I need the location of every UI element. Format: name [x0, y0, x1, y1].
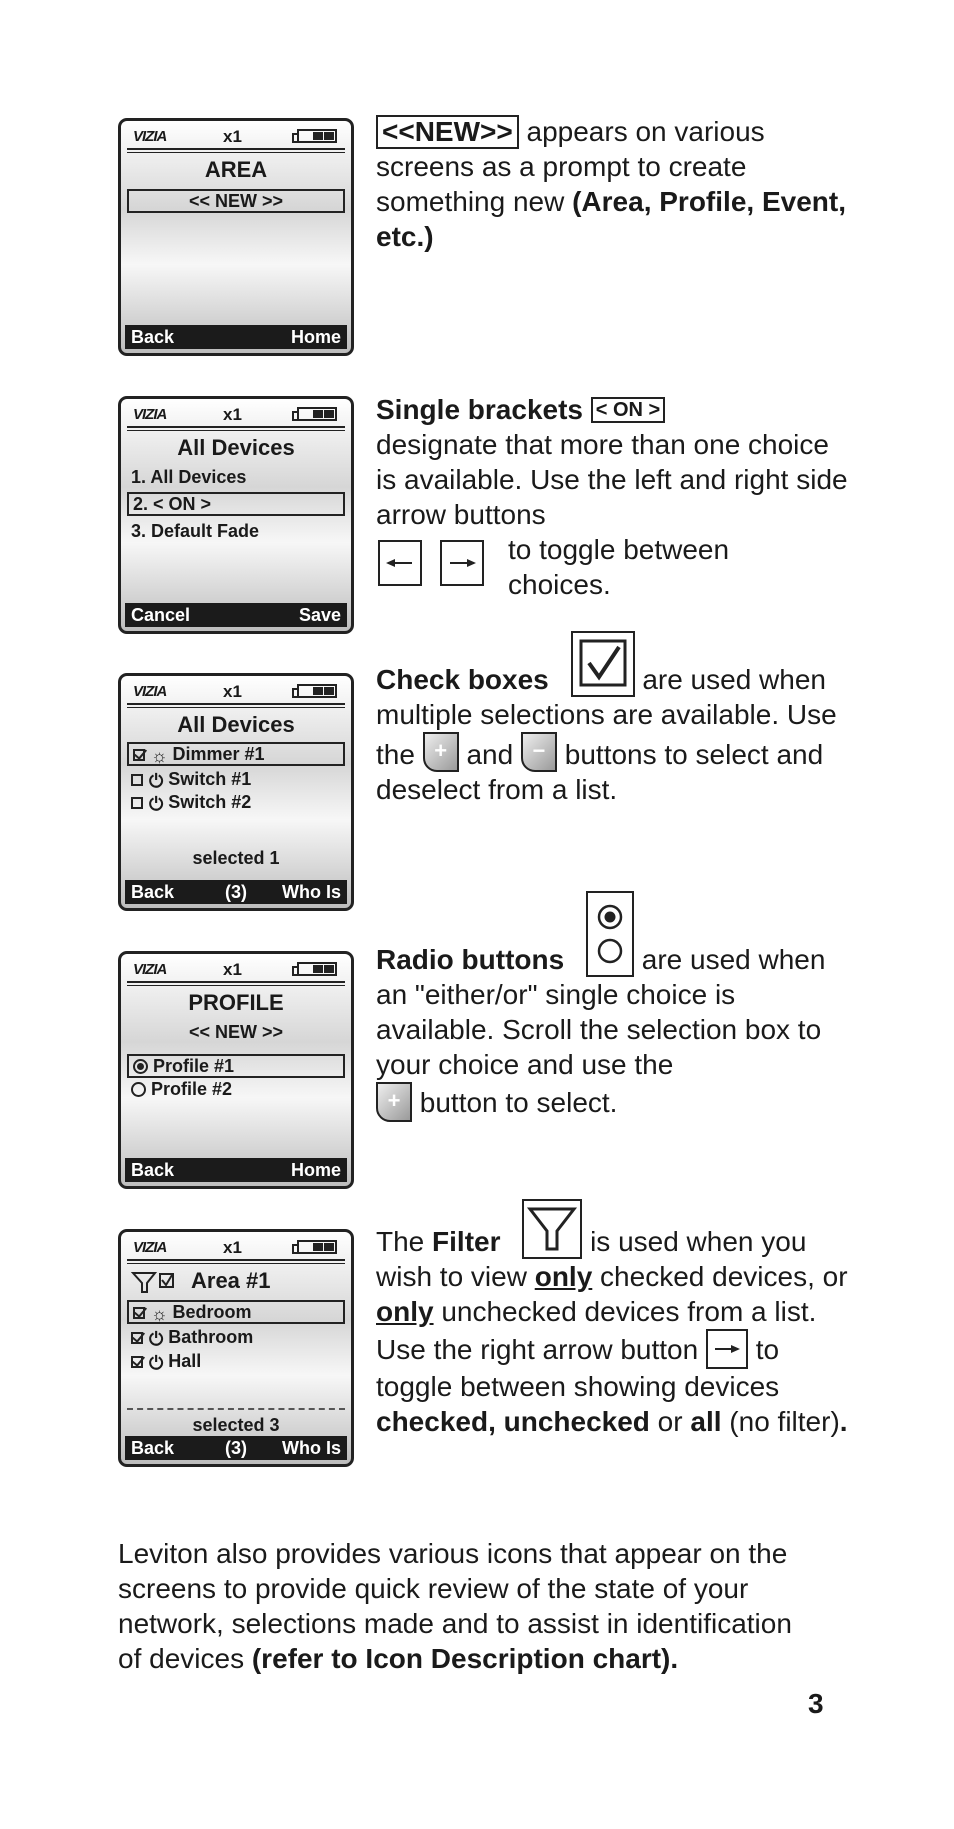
screen-title: PROFILE — [188, 990, 284, 1015]
screen-title: All Devices — [177, 712, 295, 737]
power-icon: ⏻ — [149, 1353, 164, 1373]
checkbox-checked[interactable] — [133, 749, 145, 761]
back-softkey[interactable]: Back — [131, 327, 175, 347]
count-softkey[interactable]: (3) — [225, 1438, 247, 1458]
device-screen-area-filter — [118, 1229, 354, 1467]
dimmer-icon: ☼ — [151, 1304, 168, 1324]
device-status-bar — [127, 403, 345, 425]
radio-illustration — [586, 891, 634, 977]
battery-icon — [297, 962, 337, 976]
menu-item-on[interactable]: 2. < ON > — [127, 492, 345, 516]
menu-item-default-fade[interactable]: 3. Default Fade — [131, 521, 260, 541]
device-screen-area — [118, 118, 354, 356]
plus-button — [423, 732, 459, 772]
closing-paragraph: Leviton also provides various icons that appear on the screens to provide quick review of the state of your network, selections made and to assist in identification of devices (refer to Icon Description chart). — [118, 1538, 792, 1674]
power-icon: ⏻ — [149, 771, 164, 791]
radio-selected[interactable] — [133, 1059, 148, 1074]
back-softkey[interactable]: Back — [131, 882, 175, 902]
who-is-softkey[interactable]: Who Is — [282, 882, 341, 902]
section-new-prompt — [118, 116, 846, 358]
plus-icon: + — [387, 1088, 401, 1113]
selected-count: selected 3 — [192, 1415, 280, 1435]
device-screen-check-list — [118, 673, 354, 911]
list-item[interactable]: ⏻ Switch #1 — [127, 767, 345, 791]
selected-count: selected 1 — [192, 848, 280, 868]
vizia-logo: VIZIA — [133, 961, 167, 978]
filter-description: The Filter is used when you wish to view only checked devices, or only unchecked devices from a list. Use the right arrow button to toggle between showing devices checked, unchecked or all (no filter). — [376, 1199, 856, 1439]
checkbox-illustration — [571, 631, 635, 697]
minus-button — [521, 732, 557, 772]
device-status-bar — [127, 958, 345, 980]
level-indicator: x1 — [223, 1238, 242, 1257]
vizia-logo: VIZIA — [133, 1239, 167, 1256]
level-indicator: x1 — [223, 405, 242, 424]
radio-unselected[interactable] — [131, 1082, 146, 1097]
new-prompt-description: <<NEW>> appears on various screens as a prompt to create something new (Area, Profile, Event, etc.) — [376, 116, 846, 252]
left-arrow-icon — [380, 542, 420, 584]
screen-title: Area #1 — [121, 1268, 351, 1294]
new-item-row[interactable]: << NEW >> — [188, 1022, 284, 1042]
plus-button — [376, 1082, 412, 1122]
battery-icon — [297, 684, 337, 698]
list-item[interactable]: Profile #1 — [127, 1054, 345, 1078]
right-arrow-icon — [708, 1331, 746, 1367]
right-arrow-icon — [442, 542, 482, 584]
cancel-softkey[interactable]: Cancel — [131, 605, 191, 625]
plus-icon: + — [434, 738, 448, 763]
new-prompt-label: <<NEW>> — [376, 115, 519, 149]
minus-icon: − — [532, 738, 546, 763]
list-item[interactable]: ☼ Bedroom — [127, 1300, 345, 1324]
back-softkey[interactable]: Back — [131, 1160, 175, 1180]
filter-illustration — [522, 1199, 582, 1259]
screen-title: All Devices — [177, 435, 295, 460]
left-arrow-button — [378, 540, 422, 586]
softkey-bar — [125, 603, 347, 627]
device-status-bar — [127, 1236, 345, 1258]
back-softkey[interactable]: Back — [131, 1438, 175, 1458]
battery-icon — [297, 407, 337, 421]
single-brackets-description: Single brackets < ON > designate that more than one choice is available. Use the left and right side arrow buttons to toggle between choices. — [376, 394, 848, 600]
right-arrow-button — [706, 1329, 748, 1369]
count-softkey[interactable]: (3) — [225, 882, 247, 902]
checkbox-unchecked[interactable] — [131, 774, 143, 786]
softkey-bar — [125, 1158, 347, 1182]
screen-title: AREA — [204, 157, 268, 182]
checkbox-checked-icon — [573, 633, 633, 695]
battery-icon — [297, 129, 337, 143]
list-item[interactable]: ⏻ Bathroom — [127, 1325, 345, 1349]
device-screen-all-devices — [118, 396, 354, 634]
device-screen-profile — [118, 951, 354, 1189]
level-indicator: x1 — [223, 127, 242, 146]
softkey-bar — [125, 880, 347, 904]
radio-buttons-icon — [588, 893, 632, 975]
checkbox-checked[interactable] — [131, 1332, 143, 1344]
radio-buttons-description: Radio buttons are used when an "either/or" single choice is available. Scroll the selection box to your choice and use the + button to select. — [376, 891, 856, 1122]
on-bracket-label: < ON > — [591, 397, 665, 423]
save-softkey[interactable]: Save — [298, 605, 341, 625]
section-check-boxes — [118, 664, 838, 913]
checkbox-checked[interactable] — [131, 1356, 143, 1368]
home-softkey[interactable]: Home — [290, 327, 341, 347]
section-single-brackets — [118, 394, 848, 636]
level-indicator: x1 — [223, 682, 242, 701]
power-icon: ⏻ — [149, 1329, 164, 1349]
dimmer-icon: ☼ — [151, 746, 168, 766]
list-item[interactable]: Profile #2 — [127, 1077, 345, 1101]
right-arrow-button — [440, 540, 484, 586]
vizia-logo: VIZIA — [133, 128, 167, 145]
softkey-bar — [125, 325, 347, 349]
page-number: 3 — [808, 1688, 824, 1719]
filter-checked-icon — [131, 1270, 177, 1300]
softkey-bar — [125, 1436, 347, 1460]
battery-icon — [297, 1240, 337, 1254]
filter-icon — [524, 1201, 580, 1257]
menu-item-all-devices[interactable]: 1. All Devices — [131, 467, 247, 487]
checkbox-unchecked[interactable] — [131, 797, 143, 809]
new-item-row[interactable]: << NEW >> — [127, 189, 345, 213]
level-indicator: x1 — [223, 960, 242, 979]
checkbox-checked[interactable] — [133, 1307, 145, 1319]
section-filter — [118, 1226, 848, 1469]
device-status-bar — [127, 125, 345, 147]
who-is-softkey[interactable]: Who Is — [282, 1438, 341, 1458]
check-boxes-description: Check boxes are used when multiple selections are available. Use the + and − buttons to select and deselect from a list. — [376, 631, 856, 807]
list-item[interactable]: ⏻ Hall — [127, 1349, 345, 1373]
vizia-logo: VIZIA — [133, 683, 167, 700]
list-item[interactable]: ☼ Dimmer #1 — [127, 742, 345, 766]
device-status-bar — [127, 680, 345, 702]
home-softkey[interactable]: Home — [290, 1160, 341, 1180]
vizia-logo: VIZIA — [133, 406, 167, 423]
power-icon: ⏻ — [149, 794, 164, 814]
list-item[interactable]: ⏻ Switch #2 — [127, 790, 345, 814]
section-radio-buttons — [118, 944, 838, 1191]
